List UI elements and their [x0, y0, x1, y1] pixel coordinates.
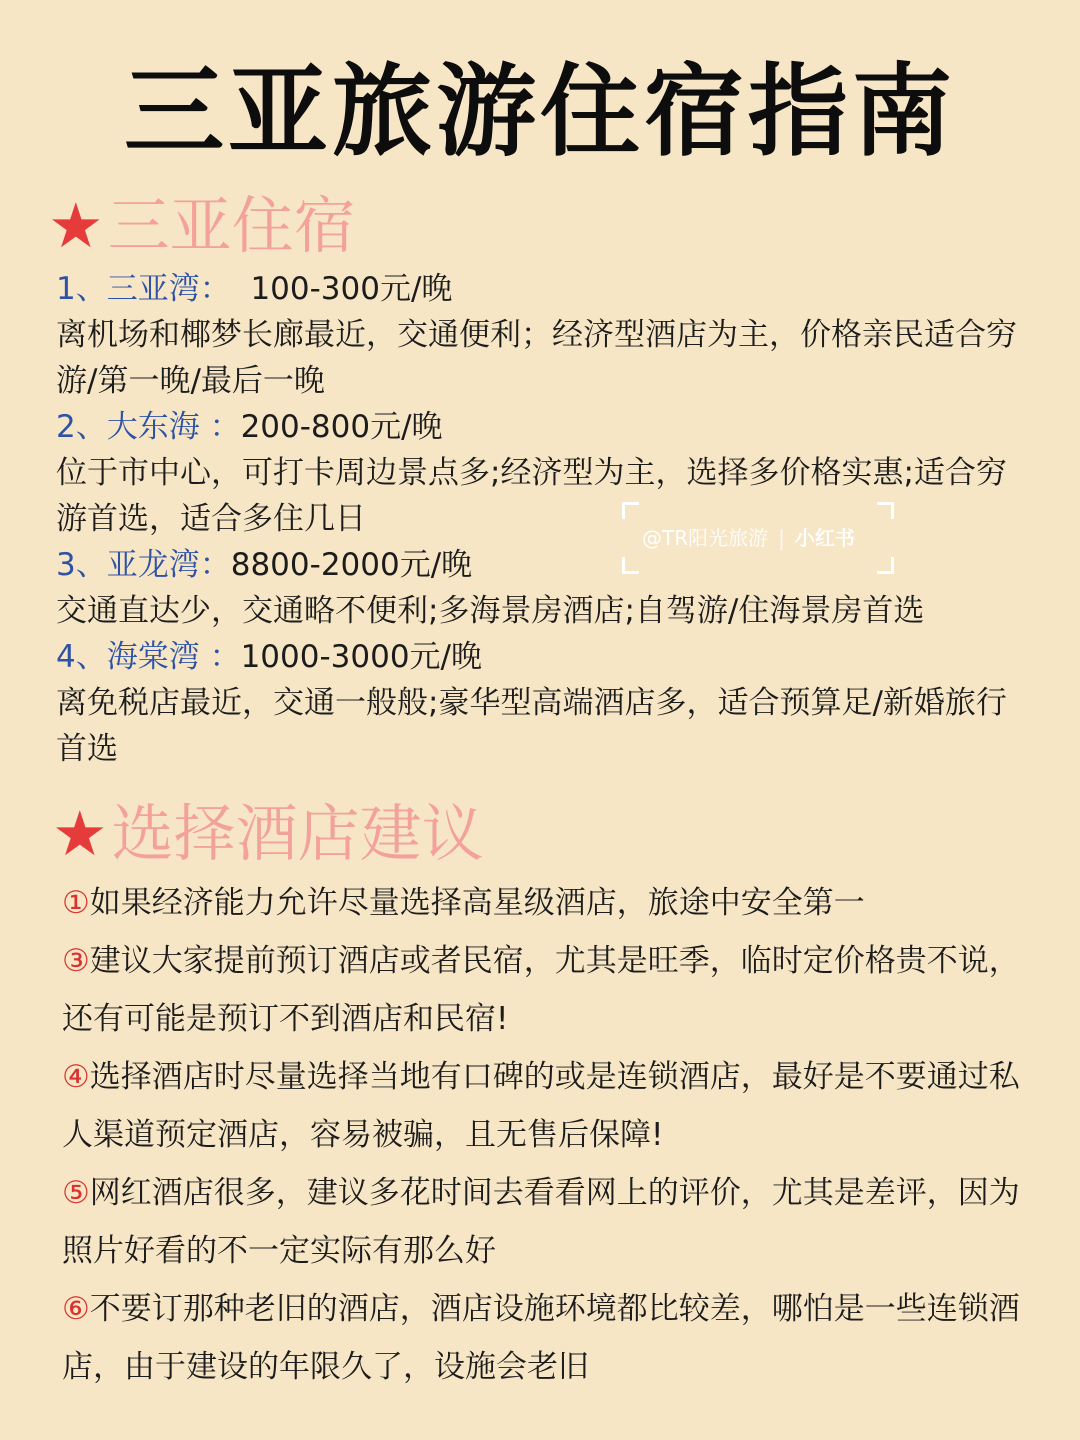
area-item-haitang-bay — [56, 634, 1036, 772]
area-description: 离免税店最近，交通一般般;豪华型高端酒店多，适合预算足/新婚旅行首选 — [56, 685, 1007, 767]
area-description: 交通直达少，交通略不便利;多海景房酒店;自驾游/住海景房首选 — [56, 593, 925, 629]
tip-item — [62, 1048, 1037, 1164]
page-title: 三亚旅游住宿指南 — [124, 53, 956, 170]
watermark-corner — [622, 557, 639, 574]
area-name: 4、海棠湾 ： — [56, 639, 241, 675]
star-icon: ★ — [52, 797, 108, 870]
area-name: 2、大东海 ： — [56, 409, 241, 445]
area-title — [56, 404, 1036, 450]
watermark-handle: @TR阳光旅游 — [642, 526, 769, 550]
watermark-corner — [877, 502, 894, 519]
tip-text: 选择酒店时尽量选择当地有口碑的或是连锁酒店，最好是不要通过私人渠道预定酒店，容易被骗，且无售后保障! — [62, 1059, 1020, 1153]
area-title — [56, 266, 1036, 312]
area-name: 3、亚龙湾： — [56, 547, 231, 583]
area-price: 8800-2000元/晚 — [230, 547, 473, 583]
tip-text: 网红酒店很多，建议多花时间去看看网上的评价，尤其是差评，因为照片好看的不一定实际有那么好 — [62, 1175, 1020, 1269]
tip-item — [62, 1280, 1037, 1396]
watermark-separator: | — [778, 526, 785, 550]
section-heading-accommodation — [48, 188, 356, 264]
area-item-sanya-bay — [56, 266, 1036, 404]
watermark-corner — [622, 502, 639, 519]
watermark-text — [642, 522, 855, 554]
tips-list — [62, 874, 1037, 1396]
area-price: 1000-3000元/晚 — [240, 639, 482, 675]
section-heading-hotel-tips-text: 选择酒店建议 — [111, 797, 484, 870]
watermark — [622, 502, 894, 574]
section-heading-hotel-tips — [52, 796, 484, 872]
watermark-brand-logo: 小红书 — [794, 526, 855, 550]
tip-item — [62, 1164, 1037, 1280]
area-price: 200-800元/晚 — [240, 409, 443, 445]
star-icon: ★ — [48, 189, 104, 262]
area-description: 位于市中心，可打卡周边景点多;经济型为主，选择多价格实惠;适合穷游首选，适合多住几日 — [56, 455, 1007, 537]
tip-item — [62, 874, 1037, 932]
area-price: 100-300元/晚 — [230, 271, 453, 307]
tip-item — [62, 932, 1037, 1048]
tip-text: 建议大家提前预订酒店或者民宿，尤其是旺季，临时定价格贵不说，还有可能是预订不到酒店和民宿! — [62, 943, 1020, 1037]
tip-text: 如果经济能力允许尽量选择高星级酒店，旅途中安全第一 — [89, 885, 865, 921]
tip-number: ④ — [62, 1059, 90, 1095]
area-title — [56, 634, 1036, 680]
tip-text: 不要订那种老旧的酒店，酒店设施环境都比较差，哪怕是一些连锁酒店，由于建设的年限久了，设施会老旧 — [62, 1291, 1020, 1385]
area-name: 1、三亚湾： — [56, 271, 231, 307]
tip-number: ③ — [62, 943, 90, 979]
tip-number: ⑥ — [62, 1291, 90, 1327]
watermark-corner — [877, 557, 894, 574]
tip-number: ⑤ — [62, 1175, 90, 1211]
area-description: 离机场和椰梦长廊最近，交通便利；经济型酒店为主，价格亲民适合穷游/第一晚/最后一晚 — [56, 317, 1017, 399]
tip-number: ① — [62, 885, 90, 921]
section-heading-accommodation-text: 三亚住宿 — [107, 189, 356, 262]
